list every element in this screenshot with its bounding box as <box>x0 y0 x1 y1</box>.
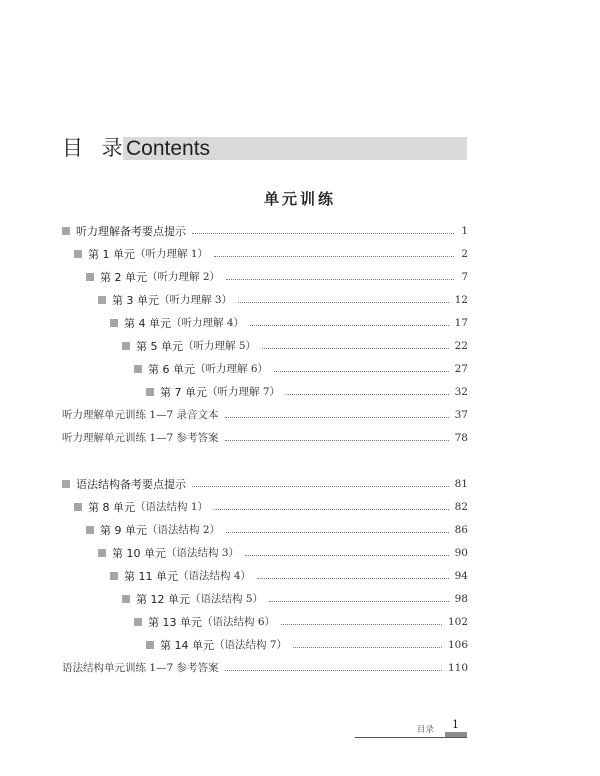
toc-bullet-square <box>98 296 106 304</box>
contents-header <box>62 136 467 161</box>
toc-page-number: 2 <box>461 247 468 260</box>
toc-entry-topic: （听力理解 2） <box>147 271 221 283</box>
toc-entry[interactable] <box>62 518 468 541</box>
toc-entry-topic: （语法结构 7） <box>214 639 288 651</box>
toc-entry-label: 语法结构备考要点提示 <box>76 477 186 491</box>
toc-leader-dots <box>250 324 449 326</box>
toc-entry-label: 第 13 单元 <box>148 615 202 629</box>
toc-entry[interactable] <box>62 334 468 357</box>
toc-entry-topic: （语法结构 4） <box>178 570 252 582</box>
toc-leader-dots <box>192 485 449 487</box>
toc-entry[interactable] <box>62 380 468 403</box>
toc-leader-dots <box>214 255 454 257</box>
toc-page-number: 1 <box>461 224 468 237</box>
toc-leader-dots <box>245 554 449 556</box>
toc-entry-topic: （听力理解 4） <box>171 317 245 329</box>
toc-entry-topic: （语法结构 5） <box>190 593 264 605</box>
toc-page-number: 17 <box>454 316 468 329</box>
toc-leader-dots <box>281 623 442 625</box>
footer-page-number: 1 <box>452 718 459 731</box>
toc-entry-label: 听力理解单元训练 1—7 参考答案 <box>62 432 219 444</box>
toc-leader-dots <box>293 646 442 648</box>
toc-bullet-square <box>74 250 82 258</box>
toc-page-number: 78 <box>454 431 468 444</box>
toc-entry-label: 第 2 单元 <box>100 270 147 284</box>
toc-bullet-square <box>146 388 154 396</box>
toc-leader-dots <box>192 232 454 234</box>
toc-entry-label: 第 7 单元 <box>160 385 207 399</box>
toc-leader-dots <box>257 577 449 579</box>
toc-leader-dots <box>262 347 449 349</box>
toc-page-number: 102 <box>447 615 468 628</box>
toc-page-number: 82 <box>454 500 468 513</box>
toc-bullet-square <box>86 273 94 281</box>
toc-page-number: 90 <box>454 546 468 559</box>
toc-entry[interactable] <box>62 564 468 587</box>
toc-entry[interactable] <box>62 656 468 679</box>
toc-bullet-square <box>86 526 94 534</box>
toc-entry-label: 第 14 单元 <box>160 638 214 652</box>
toc-entry[interactable] <box>62 610 468 633</box>
toc-entry-label: 听力理解备考要点提示 <box>76 224 186 238</box>
toc-leader-dots <box>238 301 449 303</box>
toc-page-number: 110 <box>447 661 468 674</box>
page-footer <box>355 716 467 738</box>
toc-entry-label: 第 11 单元 <box>124 569 178 583</box>
toc-leader-dots <box>286 393 449 395</box>
toc-page-number: 37 <box>454 408 468 421</box>
toc-entry-topic: （语法结构 2） <box>147 524 221 536</box>
toc-entry-label: 语法结构单元训练 1—7 参考答案 <box>62 662 219 674</box>
toc-entry[interactable] <box>62 495 468 518</box>
toc-page-number: 106 <box>447 638 468 651</box>
toc-entry-label: 听力理解单元训练 1—7 录音文本 <box>62 409 219 421</box>
toc-bullet-square <box>98 549 106 557</box>
toc-entry-topic: （听力理解 6） <box>195 363 269 375</box>
toc-entry-label: 第 10 单元 <box>112 546 166 560</box>
toc-leader-dots <box>226 278 454 280</box>
toc-entry[interactable] <box>62 541 468 564</box>
toc-entry-topic: （语法结构 3） <box>166 547 240 559</box>
toc-leader-dots <box>226 531 449 533</box>
toc-page-number: 81 <box>454 477 468 490</box>
toc-entry[interactable] <box>62 288 468 311</box>
table-of-contents <box>62 219 468 679</box>
toc-entry-label: 第 12 单元 <box>136 592 190 606</box>
toc-bullet-square <box>110 319 118 327</box>
footer-rule <box>355 737 467 738</box>
toc-bullet-square <box>134 618 142 626</box>
toc-entry-topic: （听力理解 1） <box>135 248 209 260</box>
toc-entry[interactable] <box>62 633 468 656</box>
toc-entry-label: 第 1 单元 <box>88 247 135 261</box>
toc-entry[interactable] <box>62 265 468 288</box>
toc-bullet-square <box>122 342 130 350</box>
toc-entry[interactable] <box>62 219 468 242</box>
toc-leader-dots <box>274 370 449 372</box>
toc-entry[interactable] <box>62 357 468 380</box>
toc-entry-label: 第 5 单元 <box>136 339 183 353</box>
header-title-en: Contents <box>126 137 211 160</box>
toc-entry-label: 第 4 单元 <box>124 316 171 330</box>
header-title-zh: 目 录 <box>62 136 129 160</box>
toc-entry-topic: （语法结构 6） <box>202 616 276 628</box>
toc-page-number: 7 <box>461 270 468 283</box>
toc-entry-topic: （听力理解 5） <box>183 340 257 352</box>
footer-label: 目录 <box>417 725 435 735</box>
toc-page-number: 86 <box>454 523 468 536</box>
toc-page-number: 32 <box>454 385 468 398</box>
toc-bullet-square <box>134 365 142 373</box>
toc-entry-label: 第 6 单元 <box>148 362 195 376</box>
toc-entry-label: 第 9 单元 <box>100 523 147 537</box>
toc-bullet-square <box>62 480 70 488</box>
toc-bullet-square <box>62 227 70 235</box>
toc-leader-dots <box>225 439 449 441</box>
toc-entry-topic: （语法结构 1） <box>135 501 209 513</box>
toc-page-number: 98 <box>454 592 468 605</box>
toc-entry[interactable] <box>62 242 468 265</box>
toc-entry-label: 第 3 单元 <box>112 293 159 307</box>
toc-bullet-square <box>146 641 154 649</box>
toc-page-number: 12 <box>454 293 468 306</box>
toc-entry-topic: （听力理解 7） <box>207 386 281 398</box>
toc-page-number: 27 <box>454 362 468 375</box>
toc-entry[interactable] <box>62 426 468 449</box>
toc-leader-dots <box>225 669 442 671</box>
toc-leader-dots <box>269 600 449 602</box>
toc-entry[interactable] <box>62 403 468 426</box>
toc-entry[interactable] <box>62 472 468 495</box>
toc-bullet-square <box>122 595 130 603</box>
toc-bullet-square <box>110 572 118 580</box>
toc-entry[interactable] <box>62 587 468 610</box>
toc-entry-label: 第 8 单元 <box>88 500 135 514</box>
toc-leader-dots <box>225 416 449 418</box>
section-title: 单元训练 <box>263 190 336 208</box>
toc-page-number: 94 <box>454 569 468 582</box>
toc-leader-dots <box>214 508 449 510</box>
toc-bullet-square <box>74 503 82 511</box>
toc-entry-topic: （听力理解 3） <box>159 294 233 306</box>
toc-page-number: 22 <box>454 339 468 352</box>
toc-entry[interactable] <box>62 311 468 334</box>
